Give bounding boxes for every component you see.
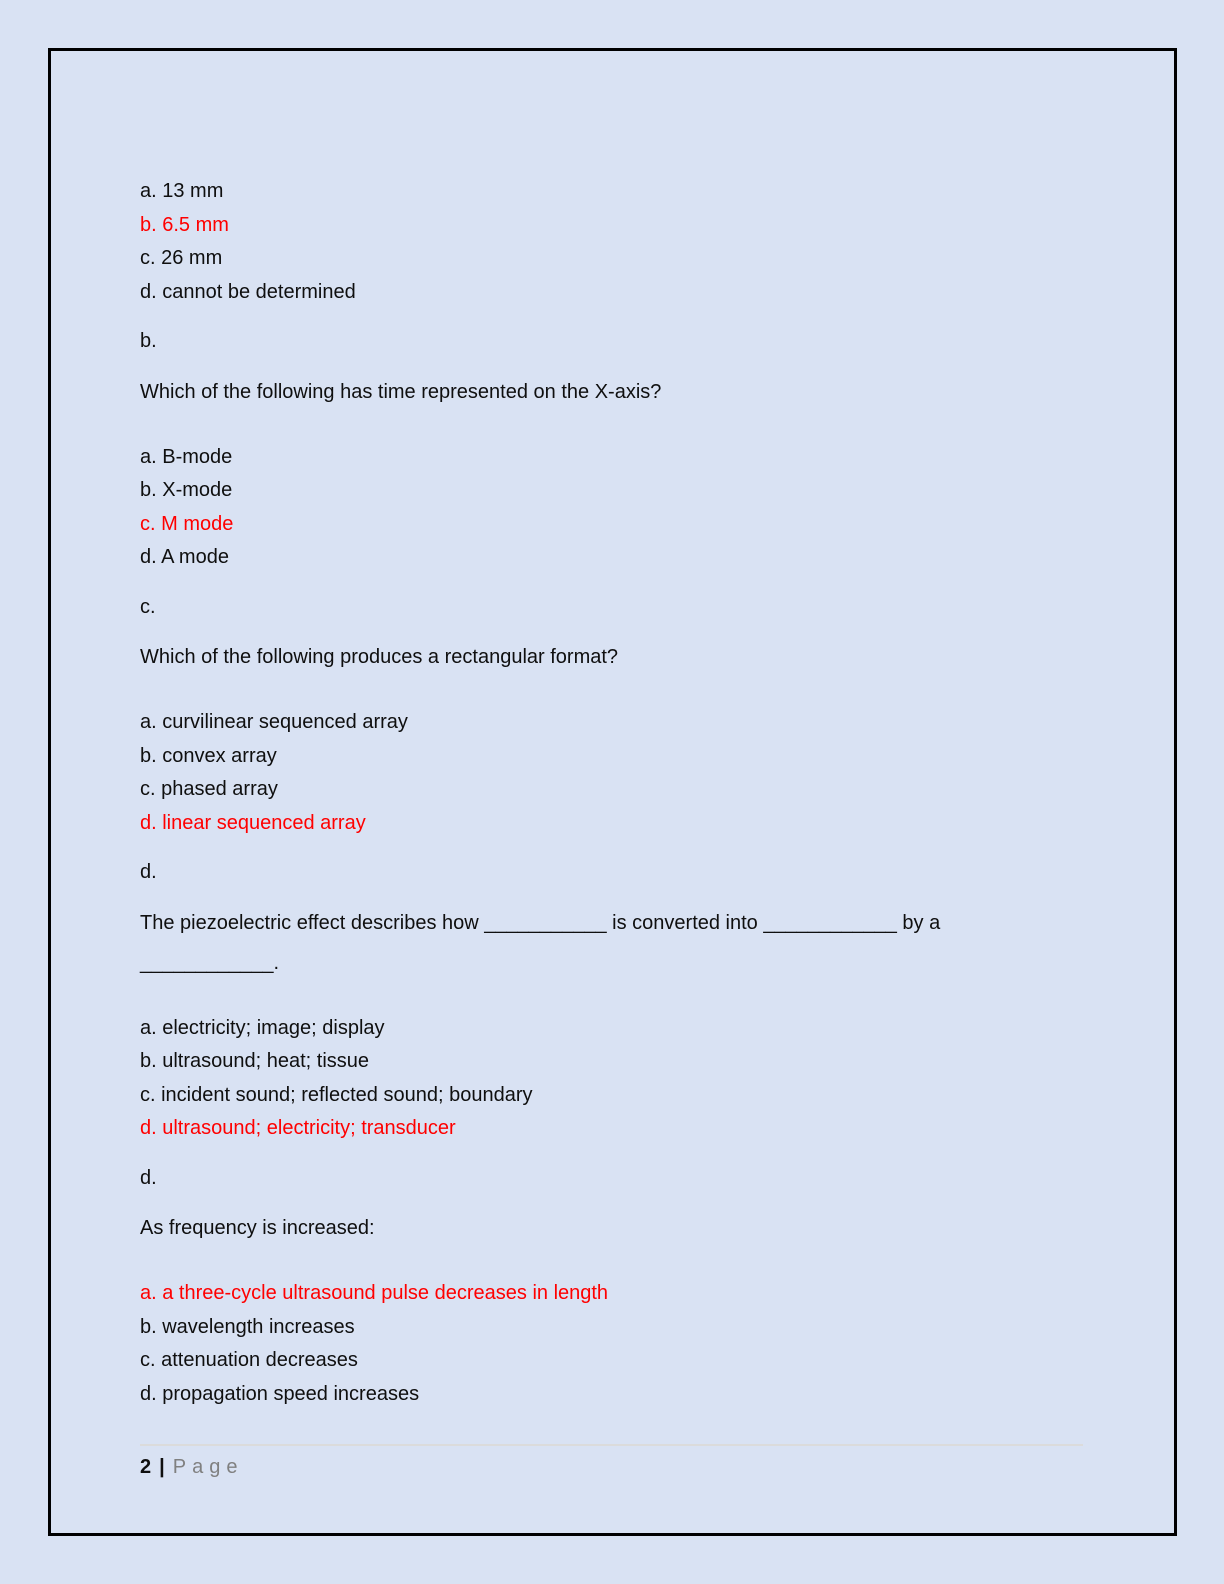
option-line: b. X-mode: [140, 479, 233, 501]
option-line: d. ultrasound; electricity; transducer: [140, 1117, 456, 1139]
option-line: c. attenuation decreases: [140, 1349, 358, 1371]
options-group-2: [140, 441, 1083, 575]
page-footer: [140, 1444, 1083, 1480]
question-line-1: The piezoelectric effect describes how ___________ is converted into ____________ by a: [140, 911, 941, 934]
option-line: b. convex array: [140, 744, 277, 767]
option-line: a. B-mode: [140, 445, 233, 468]
question-line-2: ____________.: [140, 951, 280, 974]
option-line: a. 13 mm: [140, 180, 224, 202]
options-group-3: [140, 706, 1083, 840]
option-line: d. linear sequenced array: [140, 811, 366, 834]
options-group-1: [140, 175, 1083, 309]
option-line: b. ultrasound; heat; tissue: [140, 1050, 370, 1072]
option-line: d. propagation speed increases: [140, 1382, 420, 1405]
options-group-5: [140, 1277, 1083, 1411]
answer-key: b.: [140, 330, 157, 352]
document-page: [48, 48, 1177, 1536]
option-line: b. 6.5 mm: [140, 213, 229, 236]
option-line: a. a three-cycle ultrasound pulse decreases in length: [140, 1282, 609, 1304]
option-line: c. M mode: [140, 512, 234, 535]
footer-pipe: |: [159, 1456, 165, 1478]
options-group-4: [140, 1012, 1083, 1146]
question-text-fill-in: [140, 903, 1083, 983]
answer-key: d.: [140, 861, 157, 883]
option-line: d. cannot be determined: [140, 280, 356, 303]
option-line: c. 26 mm: [140, 247, 223, 269]
answer-key: d.: [140, 1166, 157, 1189]
page-word: Page: [172, 1456, 244, 1478]
question-text: As frequency is increased:: [140, 1217, 375, 1239]
page-content: [51, 51, 1174, 1480]
question-text: Which of the following has time represented on the X-axis?: [140, 380, 662, 403]
answer-key: c.: [140, 595, 156, 618]
option-line: b. wavelength increases: [140, 1315, 355, 1338]
footer-text: [140, 1454, 1083, 1480]
option-line: a. electricity; image; display: [140, 1016, 385, 1039]
option-line: c. incident sound; reflected sound; boundary: [140, 1083, 533, 1106]
page-number: 2: [140, 1456, 152, 1478]
option-line: d. A mode: [140, 546, 229, 568]
question-text: Which of the following produces a rectangular format?: [140, 646, 619, 668]
option-line: a. curvilinear sequenced array: [140, 711, 408, 733]
option-line: c. phased array: [140, 778, 278, 800]
footer-separator-line: [140, 1444, 1083, 1446]
